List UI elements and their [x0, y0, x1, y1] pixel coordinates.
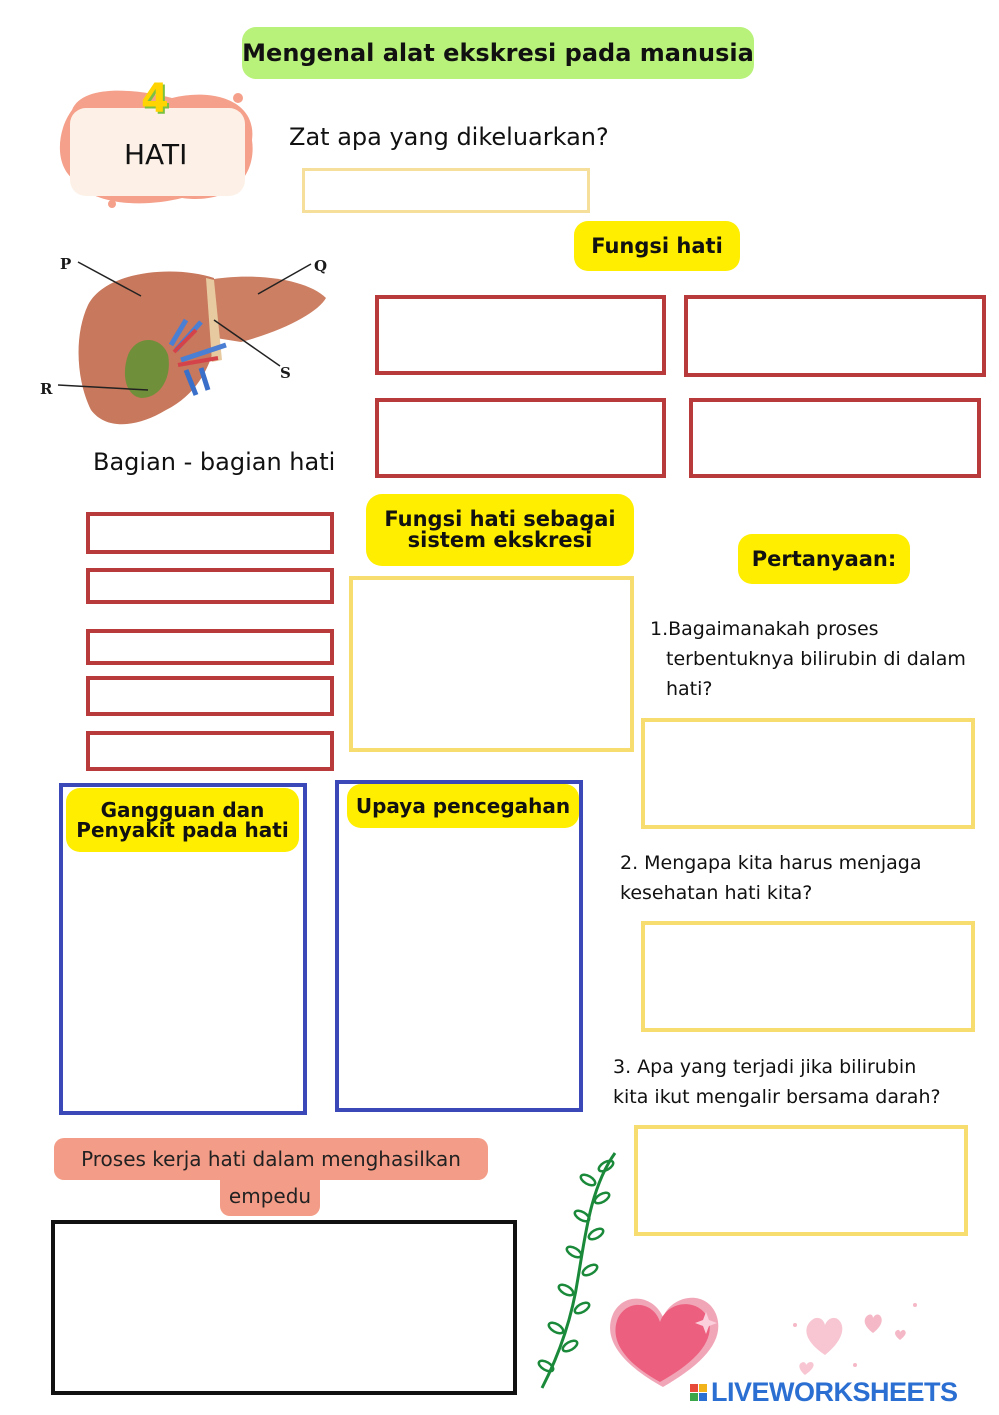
diagram-label-p: P	[60, 255, 72, 273]
question-2-line2: kesehatan hati kita?	[620, 882, 813, 904]
question-2-answer-input[interactable]	[641, 921, 975, 1032]
heading-fungsi-hati-text: Fungsi hati	[591, 233, 723, 258]
question-3	[613, 1052, 941, 1112]
question-1	[650, 614, 966, 704]
heading-proses	[54, 1138, 488, 1180]
liver-diagram	[36, 250, 356, 440]
heading-pertanyaan	[738, 534, 910, 584]
heading-gangguan	[66, 788, 299, 852]
heading-proses-tab	[220, 1176, 320, 1216]
diagram-label-r: R	[40, 380, 53, 398]
upaya-answer-input[interactable]	[335, 780, 583, 1112]
diagram-label-q: Q	[314, 257, 328, 275]
question-1-line1: 1.Bagaimanakah proses	[650, 618, 879, 640]
question-1-line2: terbentuknya bilirubin di dalam	[666, 648, 966, 670]
page-title-text: Mengenal alat ekskresi pada manusia	[242, 39, 754, 67]
question-zat: Zat apa yang dikeluarkan?	[289, 123, 609, 151]
brand-icon	[690, 1384, 707, 1401]
fungsi-hati-answer-2[interactable]	[684, 295, 986, 377]
proses-answer-input[interactable]	[51, 1220, 517, 1395]
badge-label: HATI	[124, 138, 188, 171]
question-3-line1: 3. Apa yang terjadi jika bilirubin	[613, 1056, 917, 1078]
badge-number: 4	[141, 76, 169, 122]
heading-pertanyaan-text: Pertanyaan:	[751, 546, 897, 571]
bagian-hati-answer-s[interactable]	[86, 676, 334, 716]
heading-upaya	[347, 784, 579, 828]
question-2	[620, 848, 922, 908]
heading-gangguan-line1: Gangguan dan	[100, 798, 265, 822]
small-hearts-decoration	[785, 1295, 920, 1380]
fungsi-hati-answer-3[interactable]	[375, 398, 666, 478]
heading-gangguan-line2: Penyakit pada hati	[76, 818, 289, 842]
question-1-answer-input[interactable]	[641, 718, 975, 829]
page-title	[242, 27, 754, 79]
diagram-caption: Bagian - bagian hati	[93, 448, 336, 476]
answer-zat-input[interactable]	[302, 168, 590, 213]
heading-ekskresi	[366, 494, 634, 566]
question-3-answer-input[interactable]	[634, 1125, 968, 1236]
brand-logo	[690, 1377, 990, 1407]
bagian-hati-answer-q[interactable]	[86, 568, 334, 604]
heading-upaya-text: Upaya pencegahan	[355, 794, 571, 818]
bagian-hati-answer-5[interactable]	[86, 731, 334, 771]
bagian-hati-answer-r[interactable]	[86, 629, 334, 665]
heading-proses-line2: empedu	[228, 1184, 312, 1208]
bagian-hati-answer-p[interactable]	[86, 512, 334, 554]
brand-name: LIVEWORKSHEETS	[711, 1376, 958, 1407]
diagram-label-s: S	[280, 364, 291, 382]
heading-ekskresi-line2: sistem ekskresi	[407, 528, 593, 552]
question-3-line2: kita ikut mengalir bersama darah?	[613, 1086, 941, 1108]
fungsi-hati-answer-4[interactable]	[689, 398, 981, 478]
question-2-line1: 2. Mengapa kita harus menjaga	[620, 852, 922, 874]
question-1-line3: hati?	[666, 678, 713, 700]
heading-proses-line1: Proses kerja hati dalam menghasilkan	[81, 1147, 461, 1171]
heading-ekskresi-line1: Fungsi hati sebagai	[384, 507, 616, 531]
heading-fungsi-hati	[574, 221, 740, 271]
fungsi-hati-answer-1[interactable]	[375, 295, 666, 375]
ekskresi-answer-input[interactable]	[349, 576, 634, 752]
